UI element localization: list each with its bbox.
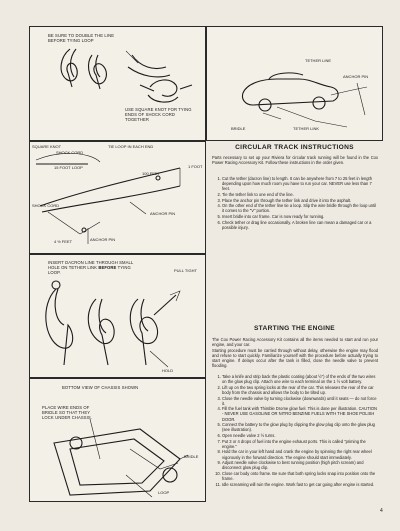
double-line-caption: BE SURE TO DOUBLE THE LINE BEFORE TYING LOOP [48, 33, 115, 43]
track-layout-illustration [30, 142, 206, 254]
engine-step: 6. Open needle valve 2 ½ turns. [222, 433, 378, 438]
engine-step: 9. Adjust needle valve clockwise to best running position (high pitch scream) and disconnect glow plug clip. [222, 460, 378, 470]
circular-step: 4. On the other end of the tether line tie a loop. Slip the wire bridle through the loop until it comes to the "V" portion. [222, 203, 378, 213]
shock-cord-top-label: SHOCK CORD [56, 150, 84, 155]
circular-track-steps [212, 176, 378, 231]
engine-step: 4. Fill the fuel tank with Thimble Drome glow fuel. This is done per illustration. CAUTION - NEVER USE GASOLINE OR NITRO BENZINE FUELS WITH THE SHOE POLISH DOOR. [222, 406, 378, 421]
square-knot-caption: USE SQUARE KNOT FOR TYING ENDS OF SHOCK CORD TOGETHER [125, 107, 192, 122]
loop-caption-part2: TYING LOOP. [48, 265, 131, 275]
anchor-pin-right-label: ANCHOR PIN [150, 211, 176, 216]
engine-step: 8. Hold the car in your left hand and crank the engine by spinning the right rear wheel vigorously in the forward direction. The engine should start immediately. [222, 449, 378, 459]
loop-caption-before: BEFORE [98, 265, 117, 270]
four-half-feet-label: 4 ½ FEET [54, 239, 73, 244]
engine-step: 10. Close car body onto frame. Be sure that both spring locks snap into position onto the frame. [222, 471, 378, 481]
knot-illustration [30, 27, 206, 141]
panel-car-tether [206, 26, 383, 141]
circular-step: 3. Place the anchor pin through the tether link and drive it into the asphalt. [222, 198, 378, 203]
chassis-illustration [30, 379, 206, 502]
engine-step: 2. Lift up on the two spring locks at the rear of the car. This releases the rear of the car body from the chassis and allows the body to be tilted up. [222, 385, 378, 395]
engine-step: 11. Idle screaming will ruin the engine. Work fast to get car going after engine is started. [222, 482, 378, 487]
starting-engine-intro-1: The Cox Power Racing Accessory Kit contains all the items needed to start and run your engine, and your car. [212, 337, 378, 348]
hold-label: HOLD [162, 368, 174, 373]
square-knot-label: SQUARE KNOT [32, 144, 62, 149]
circular-track-intro: Parts necessary to set up your Riviera for circular track running will be found in the Cox Power Racing Accessory Kit. Follow these instructions in the order given. [212, 155, 378, 166]
chassis-loop-label: LOOP [158, 490, 170, 495]
panel-chassis-bottom [29, 378, 206, 502]
engine-step: 3. Close the needle valve by turning clockwise (downwards) until it seats — do not force it. [222, 396, 378, 406]
pull-tight-label: PULL TIGHT [174, 268, 197, 273]
engine-step: 1. Take a knife and strip back the plastic coating (about ½") of the ends of the two wires on the glow plug clip. Attach one wire to each terminal on the 1 ½ volt battery. [222, 374, 378, 384]
tie-loop-label: TIE LOOP IN EACH END [108, 144, 154, 149]
anchor-pin-label: ANCHOR PIN [343, 74, 369, 79]
chassis-bridle-label: BRIDLE [184, 454, 199, 459]
circular-track-title: CIRCULAR TRACK INSTRUCTIONS [235, 144, 354, 151]
circular-step: 5. Insert bridle into car frame. Car is now ready for running. [222, 214, 378, 219]
circular-step: 6. Check tether or drag line occasionally. A broken line can mean a damaged car or a possible injury. [222, 220, 378, 230]
panel-double-line [29, 26, 206, 141]
tether-line-label: TETHER LINE [305, 58, 332, 63]
circular-step: 1. Cut the tether (dacron line) to length. It can be anywhere from 7 to 25 feet in length depending upon how much room you have to run your car. NEVER use less than 7 feet. [222, 176, 378, 191]
chassis-caption: BOTTOM VIEW OF CHASSIS SHOWN [62, 385, 139, 390]
page-number: 4 [380, 508, 383, 514]
panel-loop-tying [29, 254, 206, 378]
hundred-feet-label: 100 FEET [142, 171, 161, 176]
loop-caption-part1: INSERT DACRON LINE THROUGH SMALL HOLE ON TETHER LINK [48, 260, 134, 270]
shock-cord-label: SHOCK CORD [32, 203, 60, 208]
bridle-label: BRIDLE [231, 126, 246, 131]
engine-step: 7. Put 3 or 4 drops of fuel into the engine exhaust ports. This is called "priming the engine." [222, 439, 378, 449]
starting-engine-title: STARTING THE ENGINE [253, 325, 336, 332]
panel-track-layout [29, 141, 206, 254]
one-foot-label: 1 FOOT [188, 164, 203, 169]
starting-engine-steps [212, 374, 378, 488]
engine-step: 5. Connect the battery to the glow plug by clipping the glow plug clip onto the glow plug (see illustration). [222, 422, 378, 432]
starting-engine-intro-2: Starting procedure must be carried through without delay, otherwise the engine may flood and refuse to start quickly. Familiarize yourself with the procedure before actually trying to start engine. If delays occur after the tank is filled, close the needle valve to prevent flooding. [212, 348, 378, 369]
fifteen-foot-label: 15 FOOT LOOP [54, 165, 83, 170]
circular-step: 2. Tie the tether link to one end of the line. [222, 192, 378, 197]
tether-link-label: TETHER LINK [293, 126, 320, 131]
anchor-pin-bottom-label: ANCHOR PIN [90, 237, 116, 242]
car-tether-illustration [207, 27, 383, 141]
place-wire-caption: PLACE WIRE ENDS OF BRIDLE SO THAT THEY LOCK UNDER CHASSIS. [42, 405, 93, 420]
